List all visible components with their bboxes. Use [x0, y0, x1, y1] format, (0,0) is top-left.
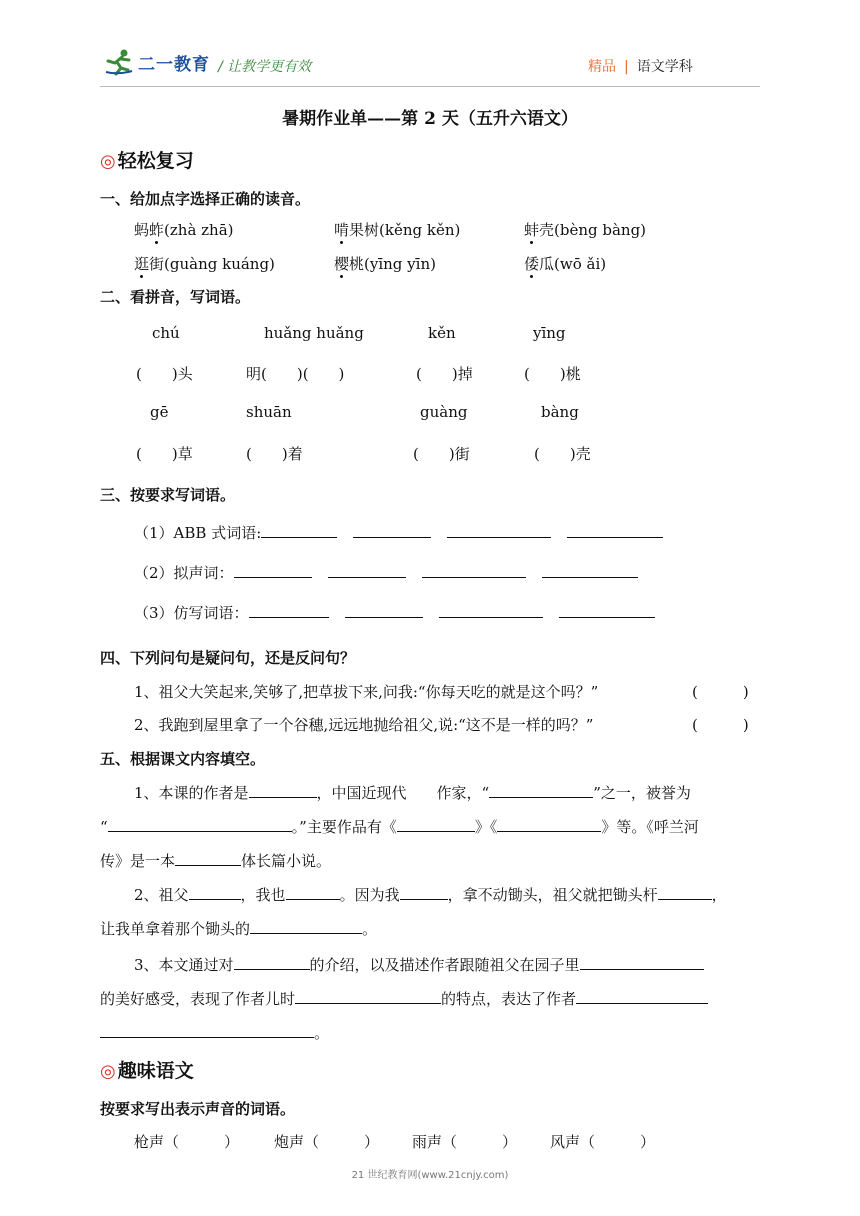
answer-blank[interactable]: ( )	[692, 716, 749, 734]
word-blank[interactable]: ( )桃	[524, 365, 581, 383]
logo-text: 二一教育	[138, 54, 210, 75]
pinyin-label: bàng	[541, 403, 579, 421]
header-divider	[100, 86, 760, 87]
q5-line: “ 。”主要作品有《 》《 》等。《呼兰河	[100, 818, 699, 836]
q5-line: 让我单拿着那个锄头的 。	[100, 920, 378, 938]
sound-item[interactable]: 枪声（ ）	[134, 1133, 240, 1151]
q3-item: （2）拟声词：	[134, 562, 638, 583]
q5-line: 传》是一本 体长篇小说。	[100, 852, 332, 870]
answer-blank[interactable]: ( )	[692, 683, 749, 701]
word-blank[interactable]: ( )头	[136, 365, 193, 383]
q1-item: 蚌壳(bèng bàng)	[524, 221, 647, 239]
sound-item[interactable]: 炮声（ ）	[274, 1133, 380, 1151]
word-blank[interactable]: ( )着	[246, 445, 303, 463]
footer: 21 世纪教育网(www.21cnjy.com)	[351, 1170, 509, 1181]
word-blank[interactable]: ( )街	[413, 445, 470, 463]
q1-item: 啃果树(kěng kěn)	[334, 221, 461, 239]
pinyin-label: shuān	[246, 403, 292, 421]
q1-item: 樱桃(yīng yīn)	[334, 255, 436, 273]
q5-heading: 五、根据课文内容填空。	[100, 750, 266, 768]
pinyin-label: guàng	[420, 403, 468, 421]
subject-label: 语文学科	[636, 59, 693, 75]
q1-heading: 一、给加点字选择正确的读音。	[100, 190, 311, 208]
fun-subheading: 按要求写出表示声音的词语。	[100, 1100, 296, 1118]
word-blank[interactable]: ( )掉	[416, 365, 473, 383]
q5-line: 1、本课的作者是 ，中国近现代 作家，“ ”之一，被誉为	[134, 784, 691, 802]
header-right: 精品 | 语文学科	[588, 59, 693, 75]
q5-line: 的美好感受，表现了作者儿时 的特点，表达了作者	[100, 988, 708, 1009]
bullseye-icon: ◎	[100, 151, 116, 172]
q3-item: （1）ABB 式词语:	[134, 522, 663, 543]
q4-heading: 四、下列问句是疑问句，还是反问句？	[100, 649, 356, 667]
sound-item[interactable]: 风声（ ）	[550, 1133, 656, 1151]
slogan: / 让教学更有效	[218, 59, 312, 75]
word-blank[interactable]: 明( )( )	[246, 365, 345, 383]
q3-heading: 三、按要求写词语。	[100, 486, 236, 504]
page-title: 暑期作业单——第 2 天（五升六语文）	[282, 109, 578, 129]
q3-item: （3）仿写词语：	[134, 602, 655, 623]
pinyin-label: kěn	[428, 324, 456, 342]
pinyin-label: gē	[150, 403, 169, 421]
q5-line: 。	[100, 1022, 329, 1043]
logo	[104, 48, 210, 76]
q2-heading: 二、看拼音，写词语。	[100, 288, 251, 306]
q5-line: 2、祖父 ，我也 。因为我 ，拿不动锄头，祖父就把锄头杆 ，	[134, 886, 727, 904]
bullseye-icon: ◎	[100, 1061, 116, 1082]
q1-item: 蚂蚱(zhà zhā)	[134, 221, 234, 239]
section-review-heading: ◎ 轻松复习	[100, 150, 194, 172]
quality-badge: 精品	[588, 59, 616, 75]
runner-logo-icon	[104, 48, 134, 76]
word-blank[interactable]: ( )草	[136, 445, 193, 463]
word-blank[interactable]: ( )壳	[534, 445, 591, 463]
q5-line: 3、本文通过对 的介绍，以及描述作者跟随祖父在园子里	[134, 954, 704, 975]
q1-item: 倭瓜(wō ǎi)	[524, 255, 607, 273]
q1-item: 逛街(guàng kuáng)	[134, 255, 275, 273]
sound-item[interactable]: 雨声（ ）	[412, 1133, 518, 1151]
pinyin-label: chú	[152, 324, 180, 342]
pinyin-label: yīng	[533, 324, 566, 342]
pinyin-label: huǎng huǎng	[264, 324, 364, 342]
q4-item: 2、我跑到屋里拿了一个谷穗,远远地抛给祖父,说:“这不是一样的吗？”	[134, 716, 594, 734]
q4-item: 1、祖父大笑起来,笑够了,把草拔下来,问我:“你每天吃的就是这个吗？”	[134, 683, 599, 701]
section-fun-heading: ◎ 趣味语文	[100, 1060, 194, 1082]
